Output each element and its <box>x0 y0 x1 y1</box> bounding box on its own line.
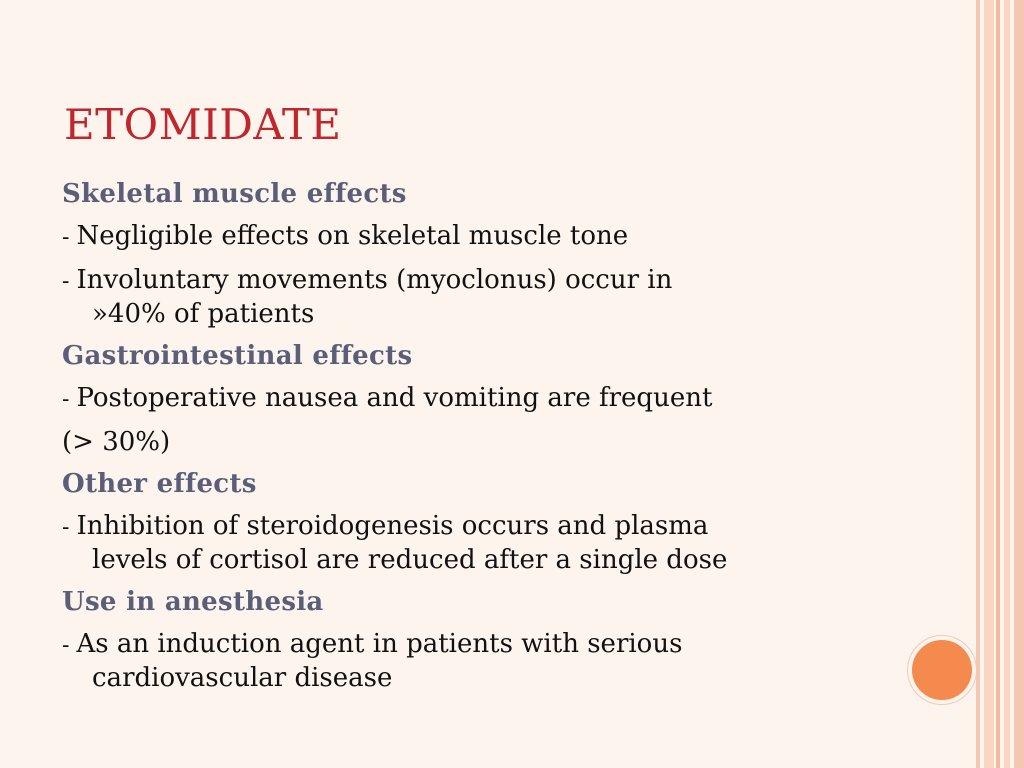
bullet-item: - Postoperative nausea and vomiting are frequent <box>62 383 713 413</box>
bullet-continuation: cardiovascular disease <box>92 663 393 693</box>
decorative-stripe <box>1004 0 1010 768</box>
decorative-stripe <box>976 0 980 768</box>
decorative-stripe <box>996 0 1000 768</box>
slide-content <box>62 178 902 704</box>
section-heading-gastrointestinal: Gastrointestinal effects <box>62 341 413 371</box>
section-heading-skeletal: Skeletal muscle effects <box>62 179 407 209</box>
decorative-stripe <box>1014 0 1024 768</box>
decorative-stripe <box>984 0 994 768</box>
decorative-circle <box>912 640 972 700</box>
bullet-continuation: »40% of patients <box>92 299 315 329</box>
bullet-item: - Inhibition of steroidogenesis occurs and plasma <box>62 511 709 541</box>
slide-title: ETOMIDATE <box>64 100 342 149</box>
plain-text: (> 30%) <box>62 427 171 457</box>
section-heading-other: Other effects <box>62 469 257 499</box>
bullet-continuation: levels of cortisol are reduced after a single dose <box>92 545 728 575</box>
section-heading-anesthesia: Use in anesthesia <box>62 587 324 617</box>
bullet-item: - As an induction agent in patients with serious <box>62 629 683 659</box>
bullet-item: - Negligible effects on skeletal muscle tone <box>62 221 629 251</box>
bullet-item: - Involuntary movements (myoclonus) occur in <box>62 265 673 295</box>
